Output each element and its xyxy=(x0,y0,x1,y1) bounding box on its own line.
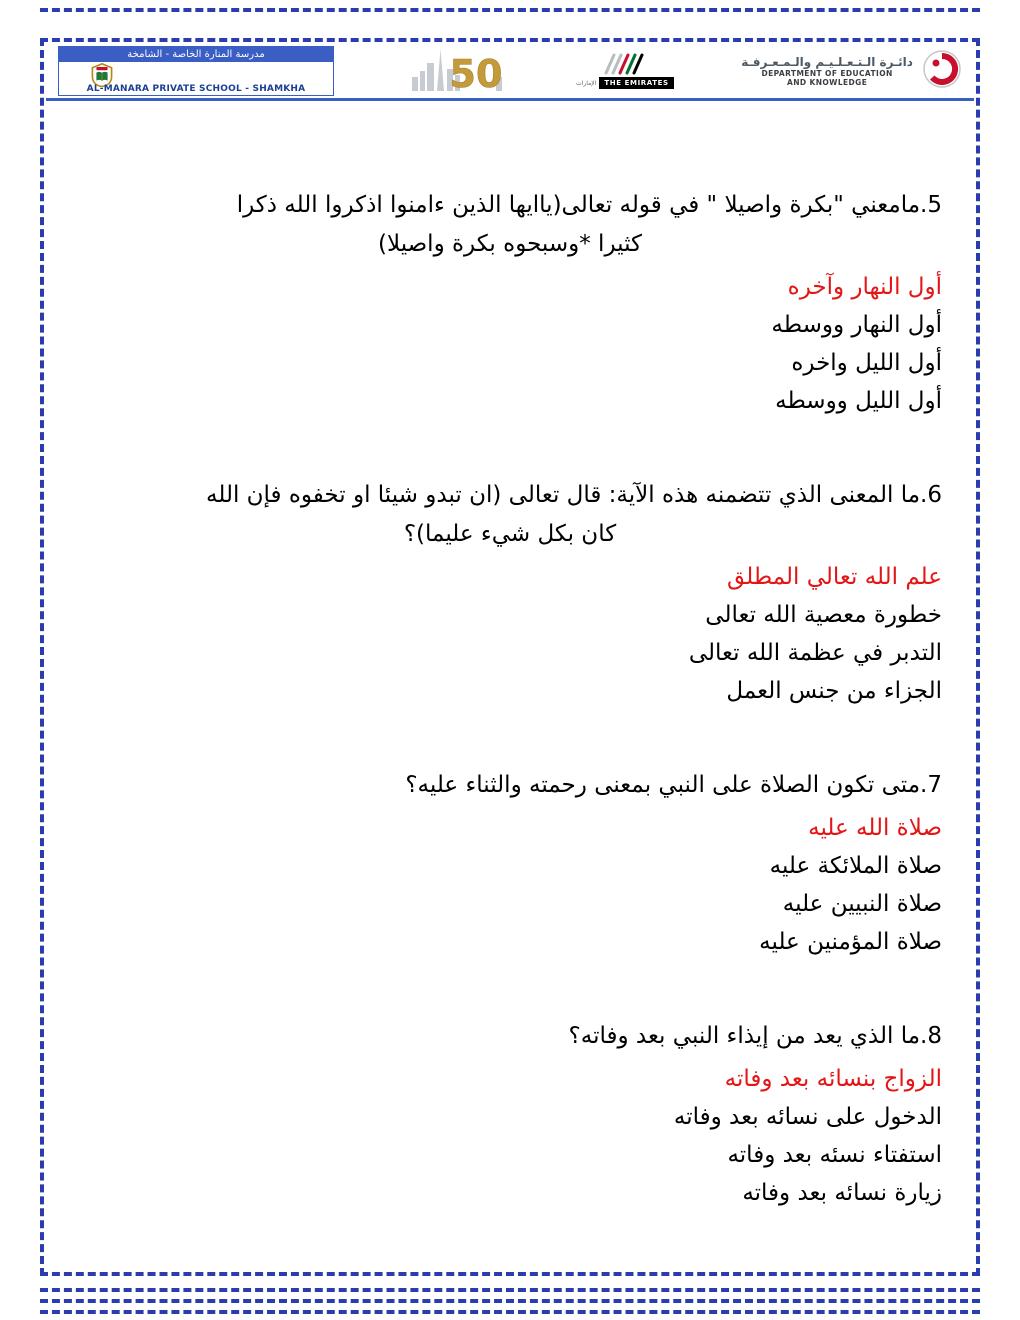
decor-dashed-line-bottom-1 xyxy=(40,1288,980,1292)
school-name-arabic: مدرسة المنارة الخاصة - الشامخة xyxy=(59,47,333,62)
department-logo-box xyxy=(741,46,962,96)
question-text-line: كثيرا *وسبحوه بكرة واصيلا) xyxy=(378,231,642,257)
uae50-logo xyxy=(404,47,508,95)
options xyxy=(78,268,942,420)
answer-option: صلاة الملائكة عليه xyxy=(769,853,942,879)
emirates-label-row xyxy=(576,77,674,89)
department-name-english-1: DEPARTMENT OF EDUCATION xyxy=(761,69,893,78)
answer-option: خطورة معصية الله تعالى xyxy=(705,602,942,628)
answer-option: أول النهار وآخره xyxy=(787,274,942,300)
answer-option: الزواج بنسائه بعد وفاته xyxy=(724,1066,942,1092)
questions xyxy=(78,186,942,1268)
question-lines xyxy=(78,766,942,805)
answer-option: التدبر في عظمة الله تعالى xyxy=(688,640,942,666)
question-text-line: كان بكل شيء عليما)؟ xyxy=(403,521,617,547)
school-name-english: AL-MANARA PRIVATE SCHOOL - SHAMKHA xyxy=(86,84,306,94)
answer-option: صلاة الله عليه xyxy=(808,815,942,841)
department-name-english-2: AND KNOWLEDGE xyxy=(786,78,868,87)
question-text-line: 8.ما الذي يعد من إيذاء النبي بعد وفاته؟ xyxy=(568,1023,942,1049)
options xyxy=(78,558,942,710)
answer-option: أول الليل ووسطه xyxy=(775,388,942,414)
emirates-strokes-icon xyxy=(603,53,647,75)
question-text-line: 5.مامعني "بكرة واصيلا " في قوله تعالى(ياايها الذين ءامنوا اذكروا الله ذكرا xyxy=(236,192,942,218)
question-text-line: 6.ما المعنى الذي تتضمنه هذه الآية: قال تعالى (ان تبدو شيئا او تخفوه فإن الله xyxy=(206,482,942,508)
emirates-label-arabic: الإمارات xyxy=(576,79,597,87)
school-logo-box xyxy=(58,46,334,96)
question-block xyxy=(78,766,942,961)
question-lines xyxy=(78,476,942,554)
decor-dashed-line-bottom-3 xyxy=(40,1310,980,1314)
question-block xyxy=(78,1017,942,1212)
options xyxy=(78,809,942,961)
header xyxy=(46,44,974,101)
answer-option: الدخول على نسائه بعد وفاته xyxy=(673,1104,942,1130)
decor-dashed-line-bottom-2 xyxy=(40,1299,980,1303)
question-block xyxy=(78,186,942,420)
answer-option: استفتاء نسئه بعد وفاته xyxy=(727,1142,942,1168)
question-lines xyxy=(78,1017,942,1056)
emirates-label-english: THE EMIRATES xyxy=(599,77,673,89)
question-lines xyxy=(78,186,942,264)
adek-emblem-icon xyxy=(922,49,962,93)
answer-option: الجزاء من جنس العمل xyxy=(726,678,942,704)
question-block xyxy=(78,476,942,710)
options xyxy=(78,1060,942,1212)
answer-option: أول النهار ووسطه xyxy=(771,312,942,338)
question-text-line: 7.متى تكون الصلاة على النبي بمعنى رحمته والثناء عليه؟ xyxy=(405,772,942,798)
answer-option: زيارة نسائه بعد وفاته xyxy=(742,1180,942,1206)
school-box-body xyxy=(59,62,333,95)
department-name-arabic: دائـرة الـتـعـلـيـم والـمـعـرفـة xyxy=(741,55,913,69)
decor-dashed-line-top xyxy=(40,8,980,12)
emirates-logo xyxy=(576,53,671,89)
answer-option: صلاة النبيين عليه xyxy=(782,891,942,917)
jubilee-50-text: 50 xyxy=(449,52,503,95)
answer-option: أول الليل واخره xyxy=(791,350,942,376)
department-text xyxy=(741,55,913,87)
answer-option: صلاة المؤمنين عليه xyxy=(759,929,942,955)
answer-option: علم الله تعالي المطلق xyxy=(727,564,942,590)
